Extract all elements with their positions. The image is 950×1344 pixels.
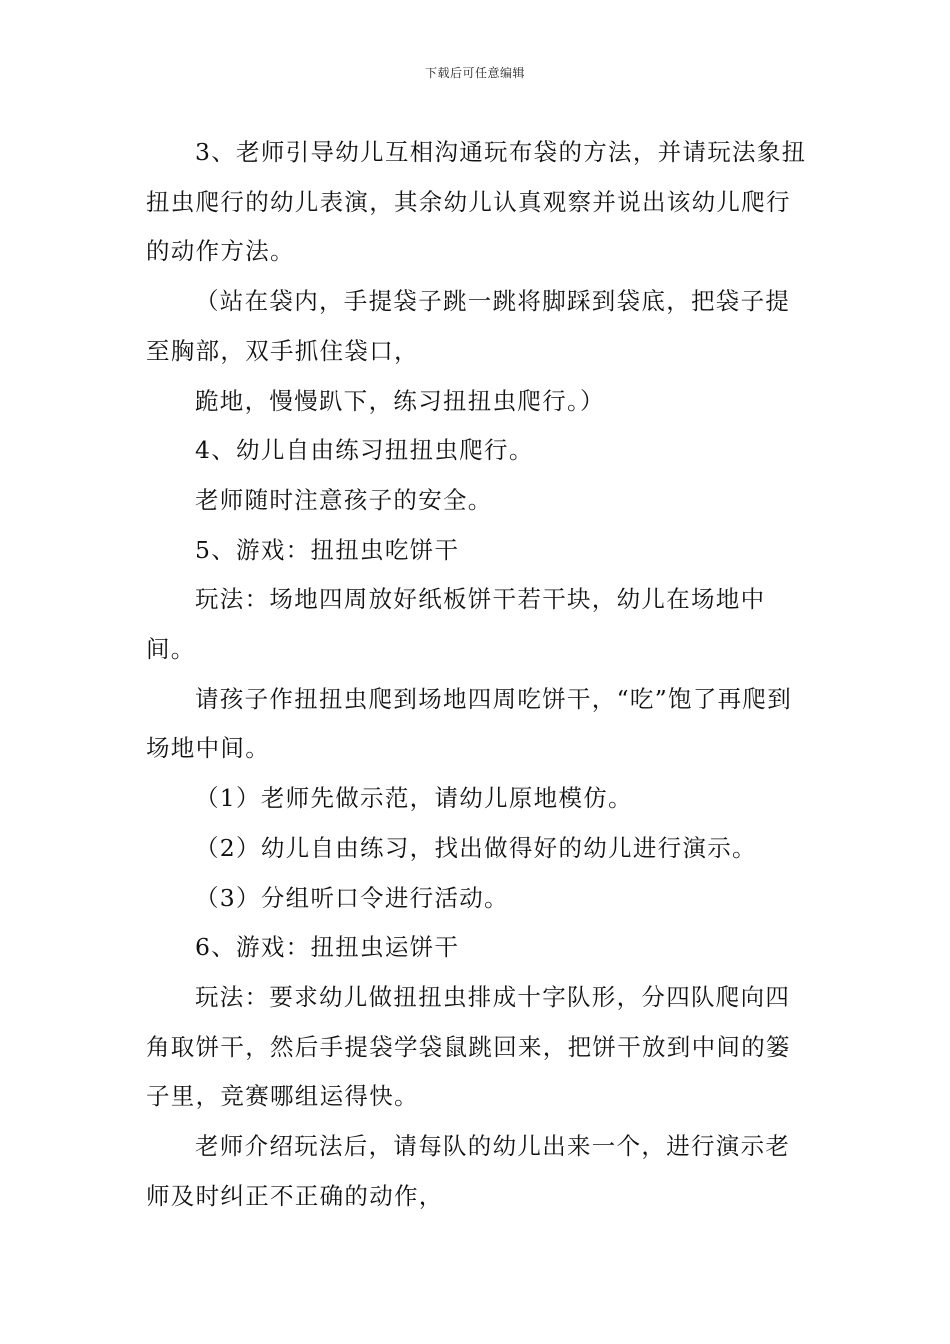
- page-header: 下载后可任意编辑: [424, 66, 525, 80]
- paragraph-step-4: 4、幼儿自由练习扭扭虫爬行。: [195, 436, 534, 465]
- paragraph-substep-2: （2）幼儿自由练习，找出做得好的幼儿进行演示。: [195, 833, 757, 862]
- paragraph-step-6-rules: 玩法：要求幼儿做扭扭虫排成十字队形，分四队爬向四角取饼干，然后手提袋学袋鼠跳回来，把饼干放到中间的篓子里，竞赛哪组运得快。: [146, 982, 791, 1111]
- paragraph-step-3: 3、老师引导幼儿互相沟通玩布袋的方法，并请玩法象扭扭虫爬行的幼儿表演，其余幼儿认真观察并说出该幼儿爬行的动作方法。: [146, 138, 807, 266]
- paragraph-substep-3: （3）分组听口令进行活动。: [195, 883, 509, 912]
- paragraph-step-6-title: 6、游戏：扭扭虫运饼干: [195, 933, 460, 962]
- paragraph-step-6-demo: 老师介绍玩法后，请每队的幼儿出来一个，进行演示老师及时纠正不正确的动作，: [146, 1132, 791, 1210]
- document-body: [146, 128, 808, 1221]
- paragraph-method-note-2: 跪地，慢慢趴下，练习扭扭虫爬行。）: [195, 386, 605, 415]
- paragraph-step-5-instruction: 请孩子作扭扭虫爬到场地四周吃饼干，“吃”饱了再爬到场地中间。: [146, 684, 793, 763]
- paragraph-step-5-title: 5、游戏：扭扭虫吃饼干: [195, 535, 460, 564]
- paragraph-step-5-rules: 玩法：场地四周放好纸板饼干若干块，幼儿在场地中间。: [146, 585, 766, 664]
- paragraph-safety-note: 老师随时注意孩子的安全。: [195, 485, 493, 514]
- paragraph-method-note-1: （站在袋内，手提袋子跳一跳将脚踩到袋底，把袋子提至胸部，双手抓住袋口，: [146, 287, 791, 365]
- paragraph-substep-1: （1）老师先做示范，请幼儿原地模仿。: [195, 784, 633, 813]
